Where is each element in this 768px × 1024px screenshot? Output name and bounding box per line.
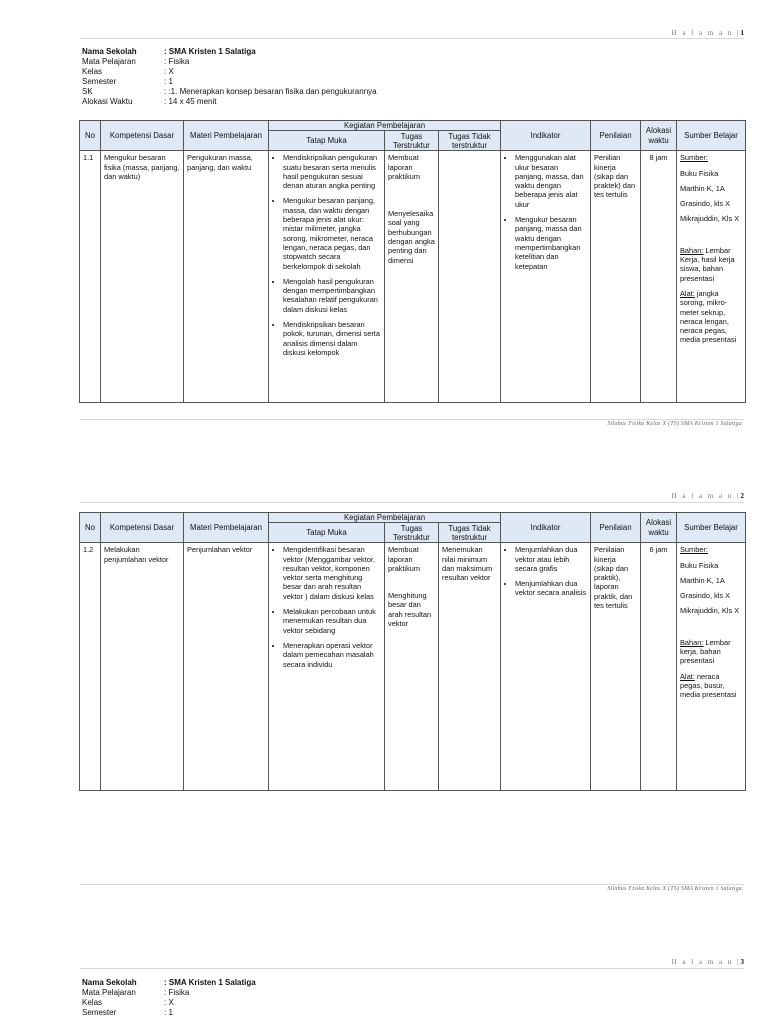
tugas-item: Menghitung besar dan arah resultan vektor [388,591,432,629]
cell-sumber: Sumber: Buku Fisika Marthin K, 1A Grasindo, kls X Mikrajuddin, Kls X Bahan: Lembar Kerja, hasil kerja siswa, bahan presentasi Alat: jangka sorong, mikro-meter sekrup, neraca lengan, neraca pegas, media presentasi [677,151,746,403]
header-no: No [80,121,101,151]
header-indikator: Indikator [501,513,591,543]
cell-tugas-tidak-terstruktur: Menemukan nilai minimum dan maksimum resultan vektor [439,543,501,791]
cell-materi: Penjumlahan vektor [184,543,269,791]
header-kompetensi: Kompetensi Dasar [101,513,184,543]
header-tatap-muka: Tatap Muka [269,131,385,151]
header-materi: Materi Pembelajaran [184,121,269,151]
cell-no: 1.2 [80,543,101,791]
header-indikator: Indikator [501,121,591,151]
divider [80,38,744,39]
list-item: • Mengukur besaran panjang, massa dan waktu dengan mempertimbangkan ketelitian dan ketepatan [515,215,587,271]
list-item: • Mendiskripsikan pengukuran suatu besaran serta menulis hasil pengukuran sesuai denan aturan angka penting [283,153,381,190]
cell-tatap-muka [269,543,385,791]
cell-alokasi: 6 jam [641,543,677,791]
header-tugas-terstruktur: Tugas Terstruktur [385,131,439,151]
header-alokasi: Alokasi waktu [641,121,677,151]
header-penilaian: Penilaian [591,513,641,543]
school-info: Nama Sekolah : SMA Kristen 1 Salatiga Mata Pelajaran : Fisika Kelas : X Semester : 1 [82,978,256,1017]
school-info: Nama Sekolah : SMA Kristen 1 Salatiga Mata Pelajaran : Fisika Kelas : X Semester : 1 SK : :1. Menerapkan konsep besaran fisika dan pengukurannya Alokasi Waktu : 14 x 45 menit [82,47,377,106]
divider [80,968,744,969]
cell-no: 1.1 [80,151,101,403]
cell-indikator [501,151,591,403]
list-item: • Menggunakan alat ukur besaran panjang, massa, dan waktu dengan beberapa jenis alat ukur [515,153,587,209]
list-item: • Menerapkan operasi vektor dalam pemecahan masalah secara individu [283,641,381,669]
list-item: • Mengolah hasil pengukuran dengan mempertimbangkan kesalahan relatif pengukuran dalam diskusi kelas [283,277,381,314]
header-tugas-tidak-terstruktur: Tugas Tidak terstruktur [439,131,501,151]
list-item: • Menjumlahkan dua vektor secara analisis [515,579,587,598]
header-kegiatan: Kegiatan Pembelajaran [269,513,501,523]
list-item: • Menjumlahkan dua vektor atau lebih secara grafis [515,545,587,573]
header-sumber: Sumber Belajar [677,513,746,543]
cell-tugas-tidak-terstruktur [439,151,501,403]
cell-kompetensi: Mengukur besaran fisika (massa, panjang, dan waktu) [101,151,184,403]
tugas-item: Menyelesaika soal yang berhubungan dengan angka penting dan dimensi [388,209,435,265]
header-alokasi: Alokasi waktu [641,513,677,543]
syllabus-table [79,512,746,791]
tugas-item: Membuat laporan praktikum [388,153,421,181]
cell-sumber: Sumber: Buku Fisika Marthin K, 1A Grasindo, kls X Mikrajuddin, Kls X Bahan: Lembar kerja, bahan presentasi Alat: neraca pegas, busur, media presentasi [677,543,746,791]
list-item: • Mendiskripsikan besaran pokok, turunan, dimensi serta analisis dimensi dalam diskusi kelompok [283,320,381,357]
cell-penilaian: Penilian kinerja (sikap dan praktek) dan tes tertulis [591,151,641,403]
page-header: H a l a m a n |3 [671,958,744,966]
header-materi: Materi Pembelajaran [184,513,269,543]
list-item: • Mengidentifikasi besaran vektor (Menggambar vektor, resultan vektor, komponen vektor serta menghitung besar dan arah resultan vektor ) dalam diskusi kelas [283,545,381,601]
divider [80,884,744,885]
header-penilaian: Penilaian [591,121,641,151]
header-no: No [80,513,101,543]
cell-materi: Pengukuran massa, panjang, dan waktu [184,151,269,403]
list-item: • Melakukan percobaan untuk menemukan resultan dua vektor sebidang [283,607,381,635]
header-tugas-terstruktur: Tugas Terstruktur [385,523,439,543]
cell-tatap-muka [269,151,385,403]
divider [80,419,744,420]
cell-alokasi: 8 jam [641,151,677,403]
header-tatap-muka: Tatap Muka [269,523,385,543]
table-row [80,151,746,403]
page-footer: Silabus Fisika Kelas X (TS) SMA Kristen 1 Salatiga [607,421,742,427]
page-header: H a l a m a n |1 [671,29,744,37]
cell-penilaian: Penilaian kinerja (sikap dan praktik), laporan praktik, dan tes tertulis [591,543,641,791]
cell-kompetensi: Melakukan penjumlahan vektor [101,543,184,791]
cell-tugas-terstruktur [385,543,439,791]
header-kompetensi: Kompetensi Dasar [101,121,184,151]
header-sumber: Sumber Belajar [677,121,746,151]
page-footer: Silabus Fisika Kelas X (TS) SMA Kristen 1 Salatiga [607,886,742,892]
divider [80,502,744,503]
list-item: • Mengukur besaran panjang, massa, dan waktu dengan beberapa jenis alat ukur: mistar milimeter, jangka sorong, mikrometer, neraca lengan, neraca pegas, dan stopwatch secara berkelompok di sekolah [283,196,381,270]
cell-indikator [501,543,591,791]
syllabus-table [79,120,746,403]
page-header: H a l a m a n |2 [671,492,744,500]
cell-tugas-terstruktur [385,151,439,403]
header-tugas-tidak-terstruktur: Tugas Tidak terstruktur [439,523,501,543]
tugas-item: Membuat laporan praktikum [388,545,421,573]
header-kegiatan: Kegiatan Pembelajaran [269,121,501,131]
table-row [80,543,746,791]
